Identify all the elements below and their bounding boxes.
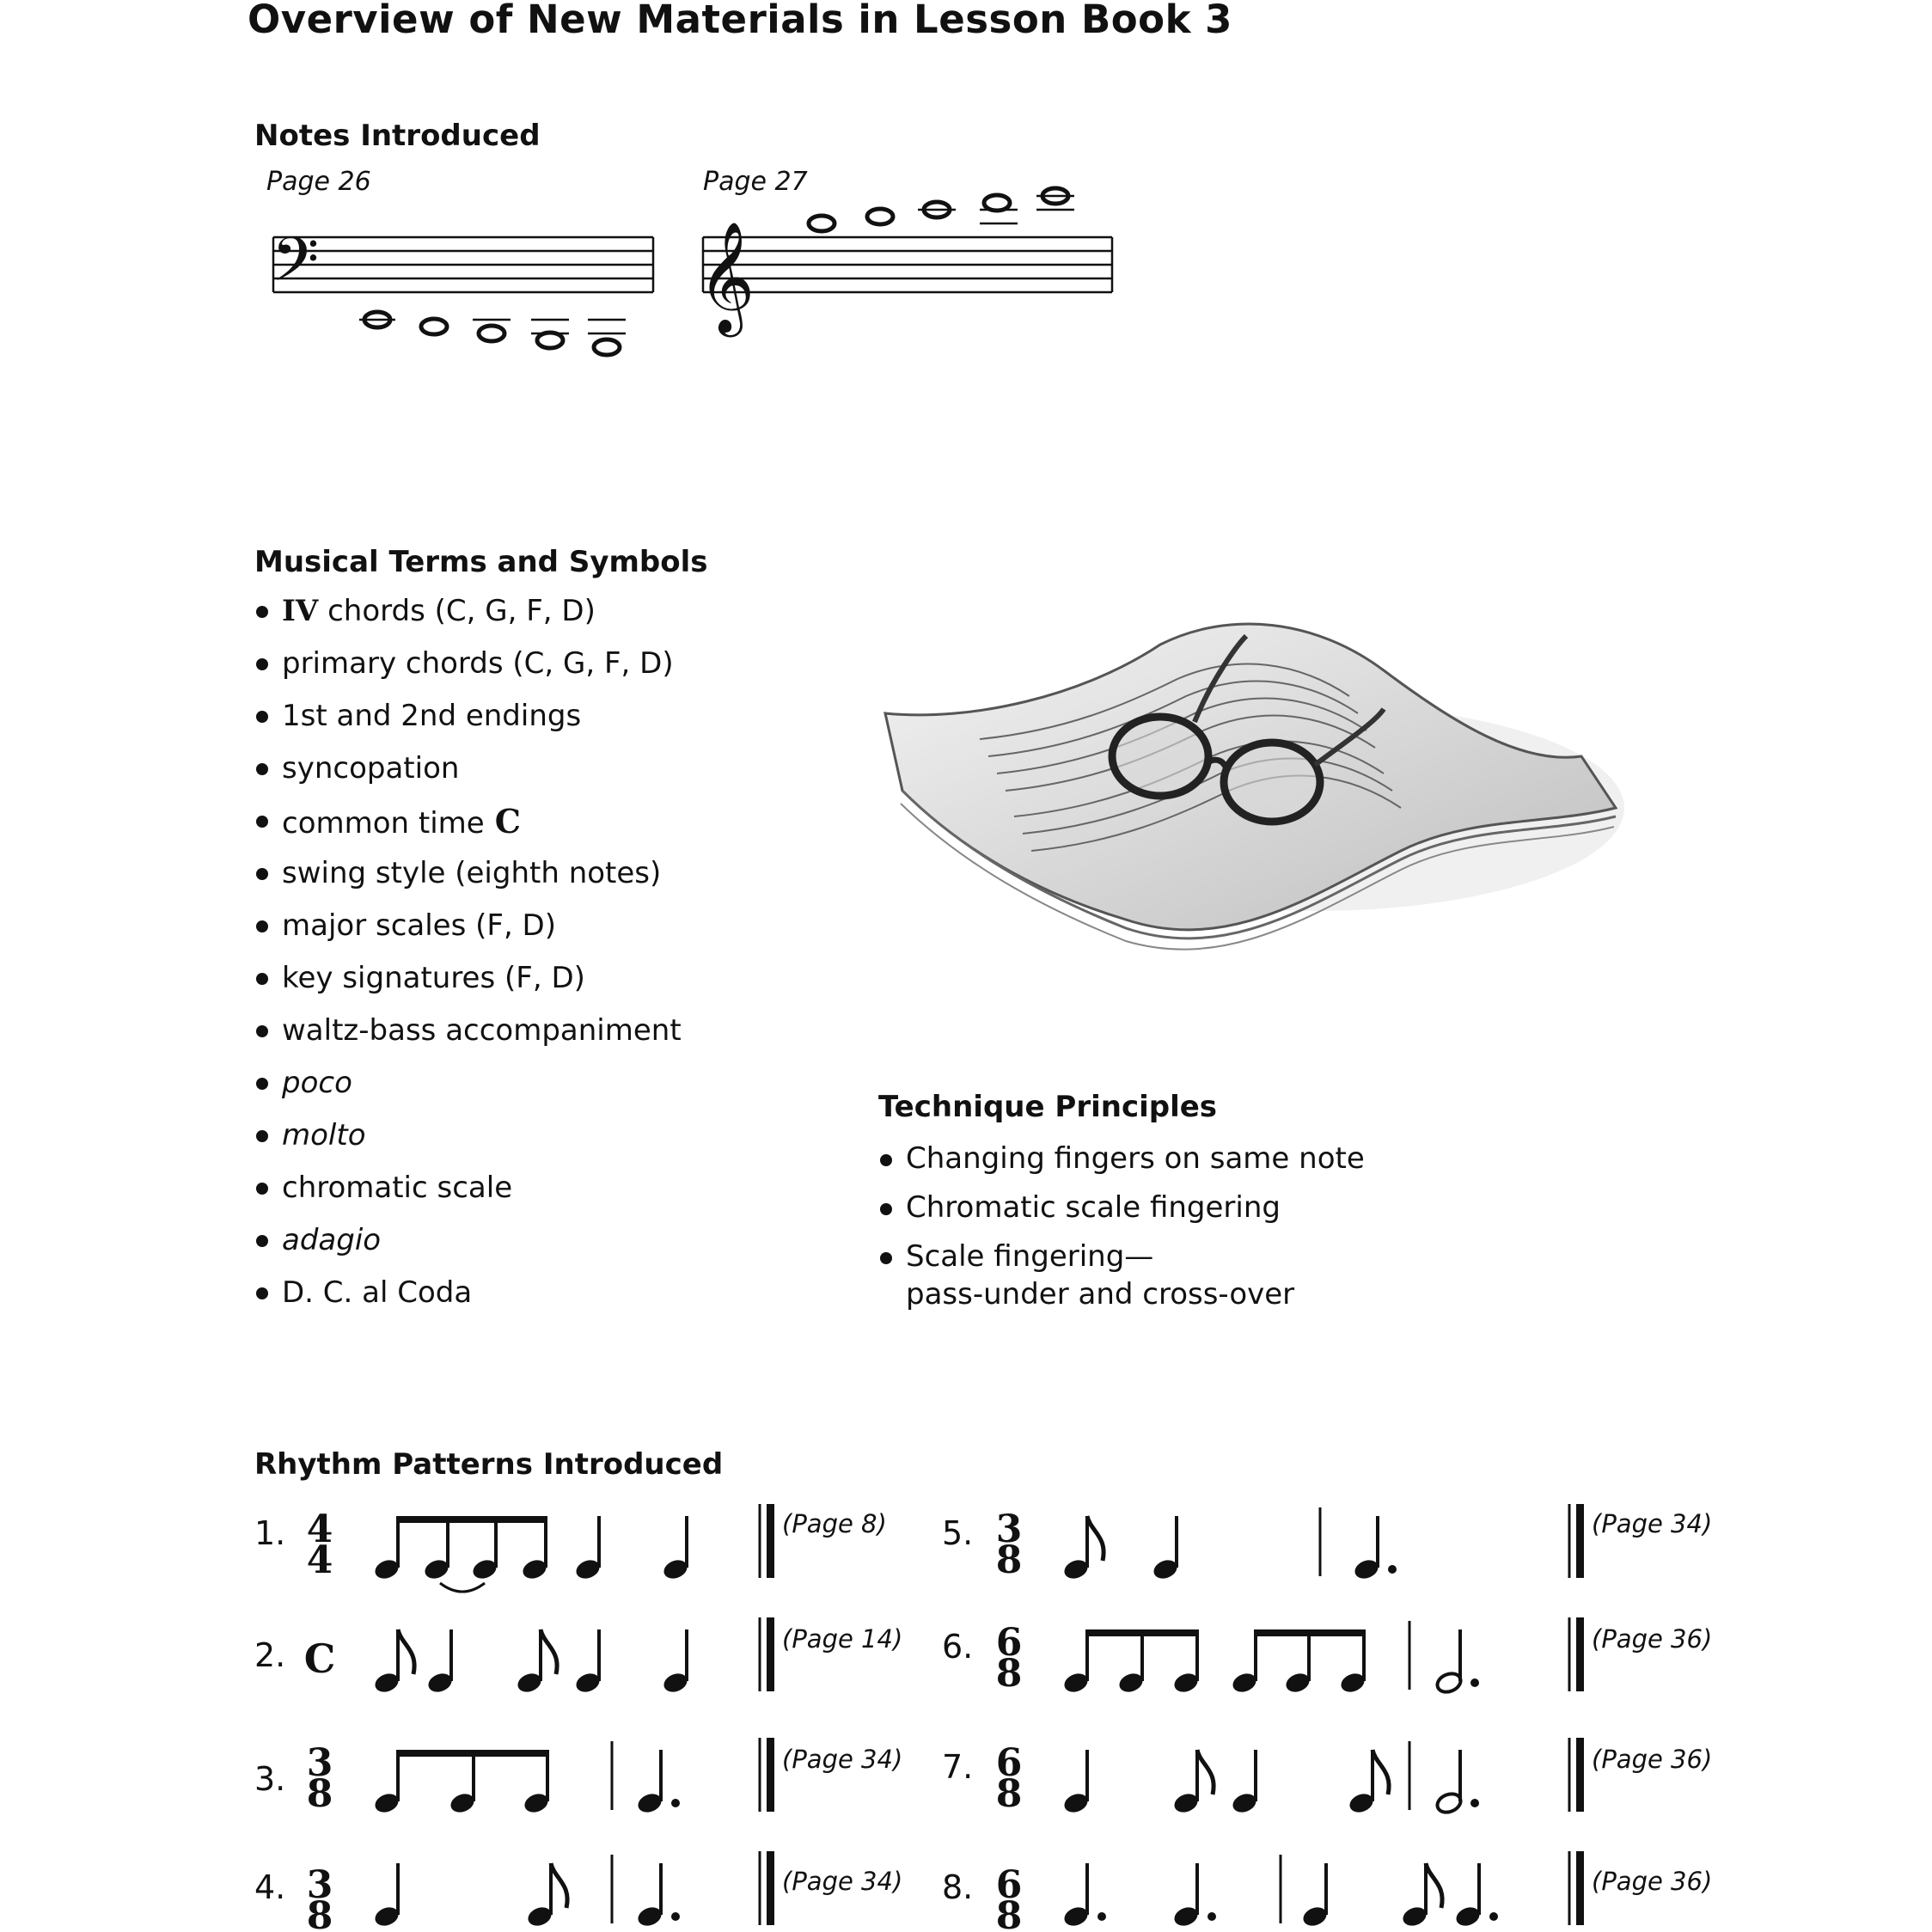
eighth-flag [551, 1863, 567, 1908]
time-signature-bottom: 4 [306, 1538, 333, 1582]
time-signature-top: 3 [995, 1507, 1023, 1551]
augmentation-dot [1470, 1799, 1479, 1807]
page-title: Overview of New Materials in Lesson Book 3 [248, 0, 1232, 42]
final-bar-thick [1576, 1617, 1584, 1691]
pattern-number: 7. [942, 1748, 974, 1786]
pattern-number: 3. [254, 1760, 286, 1798]
list-item: Changing fingers on same note [878, 1140, 1365, 1177]
pattern-number: 5. [942, 1514, 974, 1552]
pattern-page-ref: (Page 36) [1592, 1624, 1713, 1654]
whole-note [421, 319, 447, 334]
bass-staff [273, 237, 653, 292]
final-bar-thick [1576, 1504, 1584, 1578]
time-signature-top: 6 [995, 1863, 1023, 1907]
note-beam [396, 1750, 549, 1757]
whole-note [479, 326, 504, 341]
pattern-number: 6. [942, 1628, 974, 1666]
list-item: common time C [254, 795, 682, 847]
list-item: molto [254, 1110, 682, 1162]
time-signature-bottom: 8 [306, 1772, 333, 1816]
list-item: syncopation [254, 743, 682, 795]
eighth-flag [398, 1629, 414, 1674]
tie [440, 1583, 485, 1592]
pattern-number: 1. [254, 1514, 286, 1552]
pattern-page-ref: (Page 34) [782, 1867, 903, 1896]
pattern-page-ref: (Page 34) [782, 1745, 903, 1774]
eighth-flag [1197, 1750, 1214, 1794]
technique-heading: Technique Principles [878, 1090, 1218, 1124]
whole-note [537, 333, 563, 348]
list-item: major scales (F, D) [254, 900, 682, 952]
time-signature-bottom: 8 [995, 1652, 1023, 1696]
treble-staff [703, 237, 1112, 292]
time-signature-bottom: 8 [995, 1772, 1023, 1816]
time-signature-top: 3 [306, 1863, 333, 1907]
augmentation-dot [1097, 1912, 1106, 1921]
common-time-icon: C [494, 802, 521, 841]
pattern-page-ref: (Page 8) [782, 1509, 887, 1538]
augmentation-dot [671, 1799, 680, 1807]
bass-clef-icon: 𝄢 [272, 224, 320, 310]
pattern-number: 4. [254, 1868, 286, 1906]
sheet-music-glasses-illustration [868, 593, 1642, 954]
terms-list [254, 585, 682, 1319]
list-item: chromatic scale [254, 1162, 682, 1214]
whole-note [809, 216, 835, 231]
final-bar-thick [767, 1504, 774, 1578]
treble-clef-icon: 𝄞 [698, 221, 755, 333]
list-item: primary chords (C, G, F, D) [254, 638, 682, 690]
time-signature-top: 6 [995, 1621, 1023, 1665]
list-item: 1st and 2nd endings [254, 690, 682, 743]
final-bar-thick [767, 1851, 774, 1925]
augmentation-dot [1208, 1912, 1216, 1921]
augmentation-dot [671, 1912, 680, 1921]
final-bar-thick [1576, 1738, 1584, 1812]
augmentation-dot [1489, 1912, 1498, 1921]
list-item: Chromatic scale fingering [878, 1189, 1365, 1226]
list-item: IV chords (C, G, F, D) [254, 585, 682, 638]
notes-page-left-label: Page 26 [266, 167, 371, 197]
time-signature-bottom: 8 [995, 1538, 1023, 1582]
whole-note [984, 195, 1010, 211]
terms-heading: Musical Terms and Symbols [254, 545, 708, 579]
final-bar-thick [767, 1617, 774, 1691]
notes-page-right-label: Page 27 [703, 167, 808, 197]
pattern-page-ref: (Page 36) [1592, 1867, 1713, 1896]
augmentation-dot [1388, 1565, 1397, 1574]
list-item: key signatures (F, D) [254, 952, 682, 1005]
treble-notes [809, 188, 1074, 231]
augmentation-dot [1470, 1678, 1479, 1687]
bass-notes [359, 312, 626, 355]
list-item: poco [254, 1057, 682, 1110]
roman-numeral: IV [282, 594, 319, 628]
pattern-page-ref: (Page 36) [1592, 1745, 1713, 1774]
final-bar-thick [1576, 1851, 1584, 1925]
notes-heading: Notes Introduced [254, 119, 541, 153]
pattern-number: 8. [942, 1868, 974, 1906]
time-signature-top: 3 [306, 1741, 333, 1785]
pattern-number: 2. [254, 1636, 286, 1674]
list-item: adagio [254, 1214, 682, 1267]
final-bar-thick [767, 1738, 774, 1812]
eighth-flag [541, 1629, 557, 1674]
pattern-page-ref: (Page 34) [1592, 1509, 1713, 1538]
time-signature-top: 4 [306, 1507, 333, 1551]
common-time-icon: C [303, 1635, 336, 1682]
list-item: Scale fingering— pass-under and cross-over [878, 1238, 1365, 1313]
time-signature-top: 6 [995, 1741, 1023, 1785]
rhythm-heading: Rhythm Patterns Introduced [254, 1447, 724, 1482]
eighth-flag [1087, 1516, 1104, 1561]
list-item: swing style (eighth notes) [254, 847, 682, 900]
list-item: D. C. al Coda [254, 1267, 682, 1319]
time-signature-bottom: 8 [995, 1894, 1023, 1932]
whole-note [867, 209, 893, 224]
technique-list [878, 1140, 1365, 1324]
whole-note [594, 339, 620, 355]
note-beam [1254, 1629, 1366, 1636]
eighth-flag [1426, 1863, 1442, 1908]
eighth-flag [1373, 1750, 1389, 1794]
note-beam [396, 1516, 547, 1523]
time-signature-bottom: 8 [306, 1894, 333, 1932]
note-beam [1085, 1629, 1199, 1636]
pattern-page-ref: (Page 14) [782, 1624, 903, 1654]
list-item: waltz-bass accompaniment [254, 1005, 682, 1057]
